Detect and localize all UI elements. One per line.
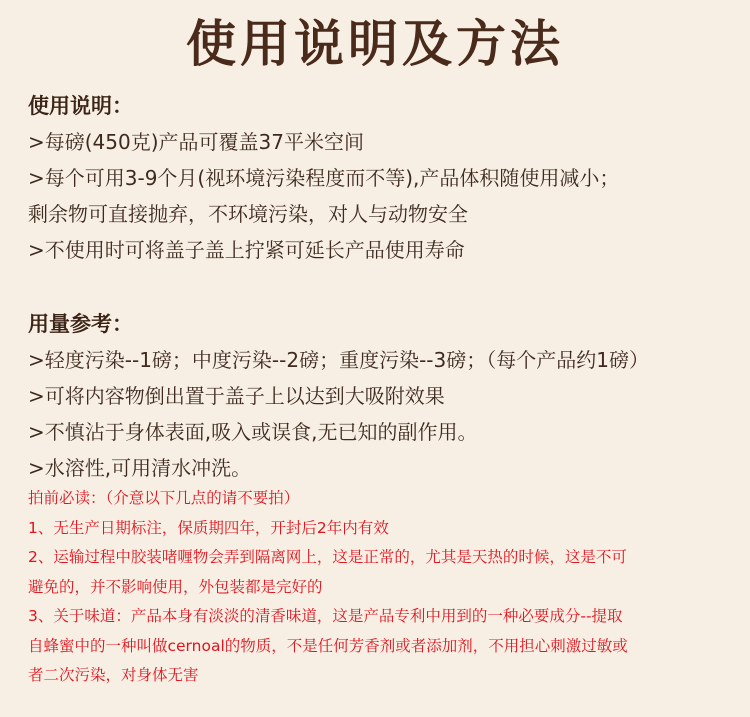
dosage-line: >不慎沾于身体表面,吸入或误食,无已知的副作用。 <box>28 420 478 444</box>
notice-line: 拍前必读：（介意以下几点的请不要拍） <box>28 489 300 507</box>
dosage-heading: 用量参考： <box>28 312 133 336</box>
notice-line: 3、关于味道：产品本身有淡淡的清香味道，这是产品专利中用到的一种必要成分--提取 <box>28 607 623 625</box>
usage-line: 剩余物可直接抛弃，不环境污染，对人与动物安全 <box>28 202 468 226</box>
purchase-notice <box>28 484 728 691</box>
dosage-line: >轻度污染--1磅；中度污染--2磅；重度污染--3磅；（每个产品约1磅） <box>28 348 649 372</box>
notice-line: 自蜂蜜中的一种叫做cernoal的物质，不是任何芳香剂或者添加剂，不用担心刺激过敏或 <box>28 636 628 655</box>
notice-line: 者二次污染，对身体无害 <box>28 666 199 684</box>
dosage-line: >可将内容物倒出置于盖子上以达到大吸附效果 <box>28 384 445 408</box>
usage-line: >每磅(450克)产品可覆盖37平米空间 <box>28 130 364 154</box>
usage-heading: 使用说明： <box>28 94 133 118</box>
dosage-section <box>28 310 728 486</box>
usage-line: >每个可用3-9个月(视环境污染程度而不等),产品体积随使用减小； <box>28 166 620 190</box>
notice-line: 2、运输过程中胶装啫喱物会弄到隔离网上，这是正常的，尤其是天热的时候，这是不可 <box>28 548 627 566</box>
page-title: 使用说明及方法 <box>186 15 564 73</box>
notice-line: 1、无生产日期标注，保质期四年，开封后2年内有效 <box>28 518 389 537</box>
usage-line: >不使用时可将盖子盖上拧紧可延长产品使用寿命 <box>28 238 465 262</box>
dosage-line: >水溶性,可用清水冲洗。 <box>28 456 252 480</box>
usage-section <box>28 92 728 268</box>
notice-line: 避免的，并不影响使用，外包装都是完好的 <box>28 577 323 596</box>
